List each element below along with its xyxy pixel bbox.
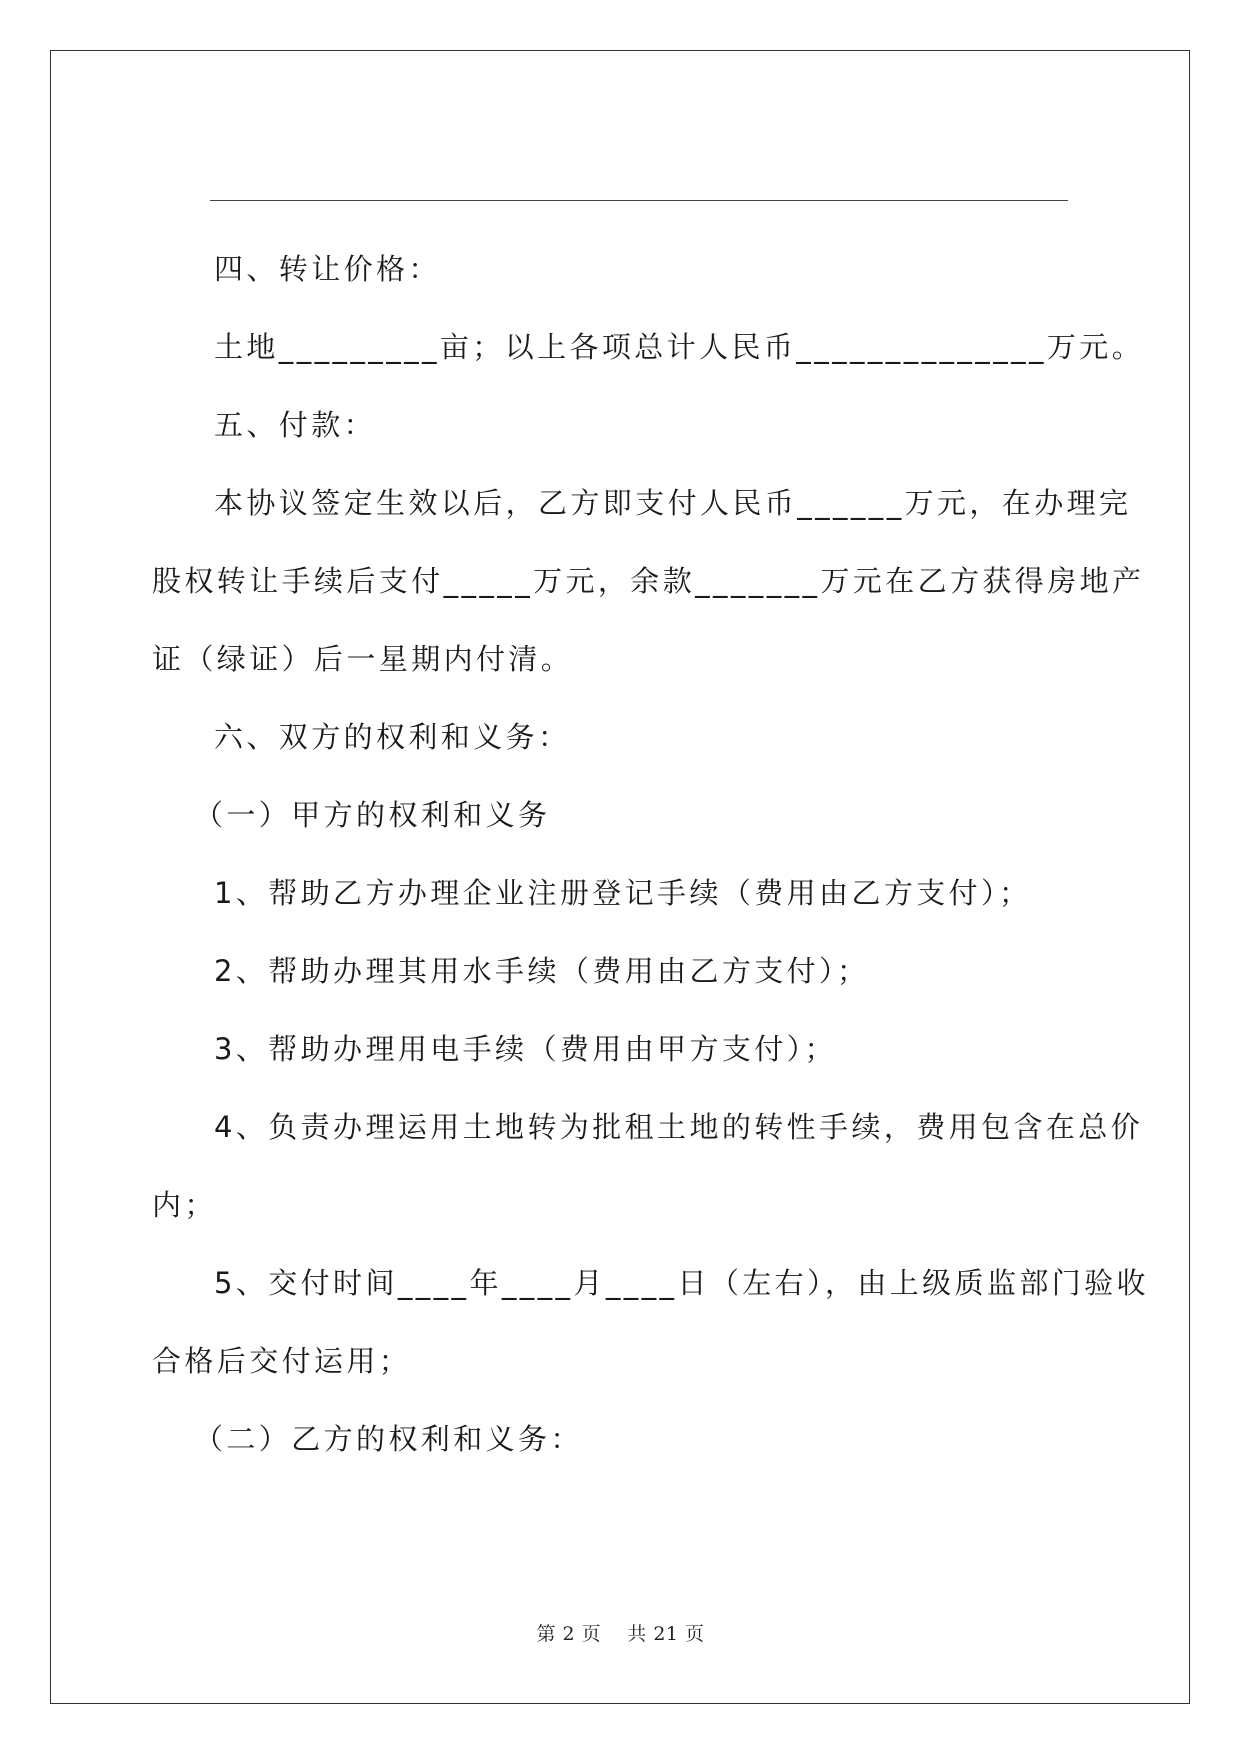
- paragraph-payment-line-1: 本协议签定生效以后，乙方即支付人民币______万元，在办理完: [214, 486, 1132, 520]
- section-heading-price: 四、转让价格：: [214, 252, 441, 286]
- list-item-4-line-1: 4、负责办理运用土地转为批租土地的转性手续，费用包含在总价: [214, 1110, 1144, 1144]
- list-item-1: 1、帮助乙方办理企业注册登记手续（费用由乙方支付）；: [214, 876, 1032, 910]
- section-heading-payment: 五、付款：: [214, 408, 377, 442]
- paragraph-payment-line-3: 证（绿证）后一星期内付清。: [152, 642, 574, 676]
- subheading-party-b: （二）乙方的权利和义务：: [194, 1422, 583, 1456]
- header-rule: [210, 200, 1068, 201]
- subheading-party-a: （一）甲方的权利和义务: [194, 798, 551, 832]
- list-item-3: 3、帮助办理用电手续（费用由甲方支付）；: [214, 1032, 837, 1066]
- list-item-5-line-2: 合格后交付运用；: [152, 1344, 412, 1378]
- list-item-2: 2、帮助办理其用水手续（费用由乙方支付）；: [214, 954, 870, 988]
- section-heading-rights: 六、双方的权利和义务：: [214, 720, 571, 754]
- paragraph-payment-line-2: 股权转让手续后支付_____万元，余款_______万元在乙方获得房地产: [152, 564, 1145, 598]
- page-number-footer: 第 2 页 共 21 页: [536, 1623, 705, 1645]
- list-item-5-line-1: 5、交付时间____年____月____日（左右），由上级质监部门验收: [214, 1266, 1149, 1300]
- list-item-4-line-2: 内；: [152, 1188, 217, 1222]
- paragraph-land-price: 土地_________亩；以上各项总计人民币______________万元。: [214, 330, 1145, 364]
